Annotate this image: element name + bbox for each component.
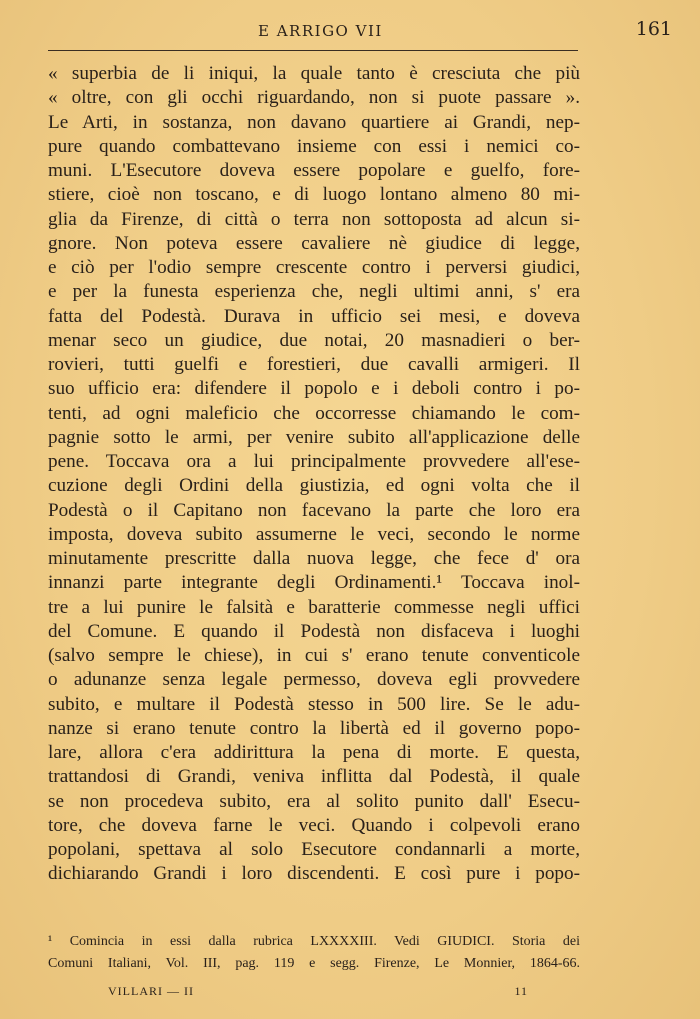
text-line: o adunanze senza legale permesso, doveva egli provvedere [48,669,580,691]
footer-sheet-number: 11 [514,984,528,998]
text-line: menar seco un giudice, due notai, 20 masnadieri o ber- [48,329,580,351]
text-line: Le Arti, in sostanza, non davano quartiere ai Grandi, nep- [48,111,580,133]
footnote-line: Comuni Italiani, Vol. III, pag. 119 e segg. Firenze, Le Monnier, 1864-66. [48,956,580,971]
text-line: del Comune. E quando il Podestà non disfaceva i luoghi [48,620,580,642]
text-line: se non procedeva subito, era al solito punito dall' Esecu- [48,790,580,812]
text-line: « superbia de li iniqui, la quale tanto è cresciuta che più [48,63,580,84]
running-title: E ARRIGO VII [258,22,383,40]
text-line: minutamente prescritte dalla nuova legge, che fece d' ora [48,548,580,569]
text-line: lare, allora c'era addirittura la pena di morte. E questa, [48,742,580,763]
text-line: nanze si erano tenute contro la libertà ed il governo popo- [48,717,580,739]
text-line: subito, e multare il Podestà stesso in 500 lire. Se le adu- [48,693,580,715]
text-line: innanzi parte integrante degli Ordinamenti.¹ Toccava inol- [48,572,580,594]
text-line: fatta del Podestà. Durava in ufficio sei mesi, e doveva [48,305,580,327]
text-line: popolani, spettava al solo Esecutore condannarli a morte, [48,839,580,860]
text-line: imposta, doveva subito assumerne le veci, secondo le norme [48,523,580,545]
text-line: suo ufficio era: difendere il popolo e i deboli contro i po- [48,378,580,400]
text-line: pure quando combattevano insieme con essi i nemici co- [48,135,580,157]
text-line: e ciò per l'odio sempre crescente contro i perversi giudici, [48,257,580,278]
footer-signature: VILLARI — II [108,984,194,998]
text-line: glia da Firenze, di città o terra non sottoposta ad alcun si- [48,208,580,230]
footnote-line: ¹ Comincia in essi dalla rubrica LXXXXIII. Vedi GIUDICI. Storia dei [48,934,580,949]
text-line: trattandosi di Grandi, veniva inflitta dal Podestà, il quale [48,766,580,788]
header-rule [48,50,578,51]
text-line: tore, che doveva farne le veci. Quando i colpevoli erano [48,814,580,836]
text-line: stiere, cioè non toscano, e di luogo lontano almeno 80 mi- [48,184,580,206]
text-line: tenti, ad ogni maleficio che occorresse chiamando le com- [48,402,580,424]
text-line: « oltre, con gli occhi riguardando, non si puote passare ». [48,87,580,109]
body-text [48,62,580,887]
text-line: tre a lui punire le falsità e baratterie commesse negli uffici [48,596,580,618]
page-header [48,18,672,48]
text-line: (salvo sempre le chiese), in cui s' erano tenute conventicole [48,645,580,666]
text-line: cuzione degli Ordini della giustizia, ed ogni volta che il [48,475,580,497]
text-line: rovieri, tutti guelfi e forestieri, due cavalli armigeri. Il [48,354,580,375]
page-number: 161 [635,18,672,40]
text-line: dichiarando Grandi i loro discendenti. E così pure i popo- [48,863,580,885]
footnote [48,931,580,975]
text-line: pene. Toccava ora a lui principalmente provvedere all'ese- [48,451,580,472]
text-line: e per la funesta esperienza che, negli ultimi anni, s' era [48,281,580,303]
text-line: Podestà o il Capitano non facevano la parte che loro era [48,499,580,521]
text-line: pagnie sotto le armi, per venire subito all'applicazione delle [48,426,580,448]
text-line: muni. L'Esecutore doveva essere popolare e guelfo, fore- [48,160,580,181]
text-line: gnore. Non poteva essere cavaliere nè giudice di legge, [48,232,580,254]
